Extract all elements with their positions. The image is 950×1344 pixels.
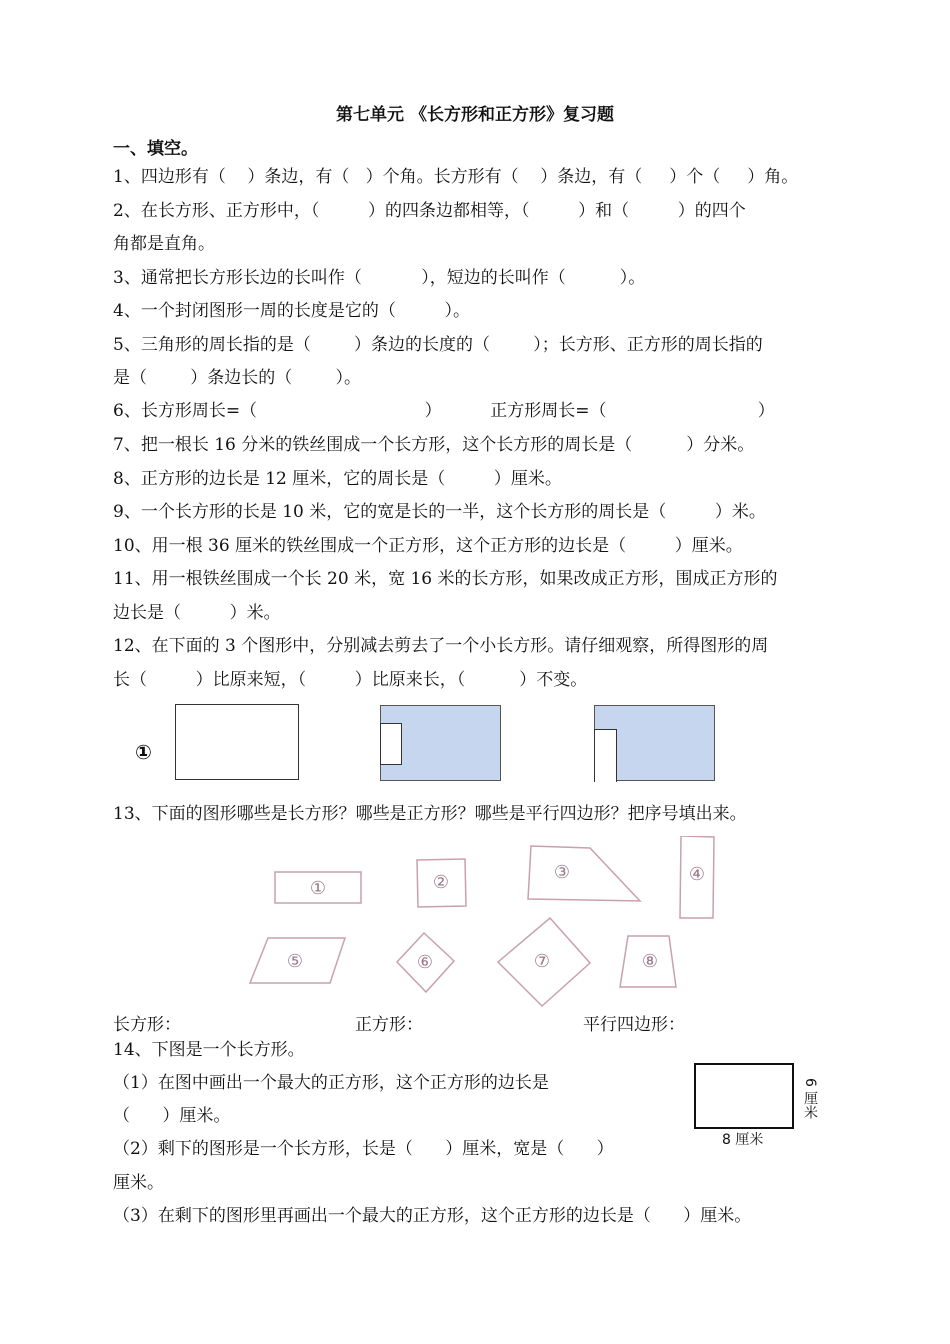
cutout-notch xyxy=(594,729,617,782)
height-label: 6 厘米 xyxy=(802,1078,818,1120)
shape-number: ⑧ xyxy=(641,951,659,972)
shape-number: ⑥ xyxy=(416,952,434,973)
question-line: （1）在图中画出一个最大的正方形，这个正方形的边长是 xyxy=(113,1073,549,1093)
question-line: 14、下图是一个长方形。 xyxy=(113,1040,305,1060)
figure-rect-1 xyxy=(175,704,299,780)
question-line: 6、长方形周长=（ ） 正方形周长=（ ） xyxy=(113,401,775,421)
question-line: 5、三角形的周长指的是（ ）条边的长度的（ ）；长方形、正方形的周长指的 xyxy=(113,335,763,355)
question-line: 10、用一根 36 厘米的铁丝围成一个正方形，这个正方形的边长是（ ）厘米。 xyxy=(113,536,743,556)
rectangle-figure xyxy=(694,1063,794,1129)
question-line: 8、正方形的边长是 12 厘米，它的周长是（ ）厘米。 xyxy=(113,469,562,489)
shape-number: ④ xyxy=(688,864,706,885)
shape-number: ② xyxy=(432,872,450,893)
answer-label-rect: 长方形： xyxy=(113,1015,181,1035)
question-line: 9、一个长方形的长是 10 米，它的宽是长的一半，这个长方形的周长是（ ）米。 xyxy=(113,502,766,522)
shape-number: ① xyxy=(309,878,327,899)
question-line: 4、一个封闭图形一周的长度是它的（ ）。 xyxy=(113,301,470,321)
question-line: 3、通常把长方形长边的长叫作（ ），短边的长叫作（ ）。 xyxy=(113,268,646,288)
answer-label-square: 正方形： xyxy=(355,1015,423,1035)
question-line: 是（ ）条边长的（ ）。 xyxy=(113,368,361,388)
figure-rect-2 xyxy=(380,705,501,781)
cutout-notch xyxy=(380,723,402,765)
question-line: 13、下面的图形哪些是长方形？哪些是正方形？哪些是平行四边形？把序号填出来。 xyxy=(113,804,747,824)
shape-3 xyxy=(528,846,640,901)
answer-label-para: 平行四边形： xyxy=(583,1015,685,1035)
figure-marker: ① xyxy=(135,740,152,764)
shapes-figure xyxy=(240,836,740,1016)
question-line: 12、在下面的 3 个图形中，分别减去剪去了一个小长方形。请仔细观察，所得图形的周 xyxy=(113,636,769,656)
figure-rect-3 xyxy=(594,705,715,781)
question-line: 2、在长方形、正方形中，（ ）的四条边都相等，（ ）和（ ）的四个 xyxy=(113,201,746,221)
page-title: 第七单元 《长方形和正方形》复习题 xyxy=(336,105,614,125)
question-line: （2）剩下的图形是一个长方形，长是（ ）厘米，宽是（ ） xyxy=(113,1139,614,1159)
question-line: 长（ ）比原来短，（ ）比原来长，（ ）不变。 xyxy=(113,670,588,690)
question-line: （3）在剩下的图形里再画出一个最大的正方形，这个正方形的边长是（ ）厘米。 xyxy=(113,1206,752,1226)
question-line: 厘米。 xyxy=(113,1173,164,1193)
question-line: 边长是（ ）米。 xyxy=(113,603,281,623)
shape-number: ⑤ xyxy=(286,951,304,972)
section-heading: 一、填空。 xyxy=(113,139,198,159)
question-line: 11、用一根铁丝围成一个长 20 米，宽 16 米的长方形，如果改成正方形，围成正方形的 xyxy=(113,569,778,589)
question-line: 7、把一根长 16 分米的铁丝围成一个长方形，这个长方形的周长是（ ）分米。 xyxy=(113,435,755,455)
width-label: 8 厘米 xyxy=(722,1132,764,1148)
question-line: 1、四边形有（ ）条边，有（ ）个角。长方形有（ ）条边，有（ ）个（ ）角。 xyxy=(113,167,799,187)
shape-number: ⑦ xyxy=(533,951,551,972)
question-line: （ ）厘米。 xyxy=(113,1106,231,1126)
question-line: 角都是直角。 xyxy=(113,234,215,254)
shape-number: ③ xyxy=(553,862,571,883)
